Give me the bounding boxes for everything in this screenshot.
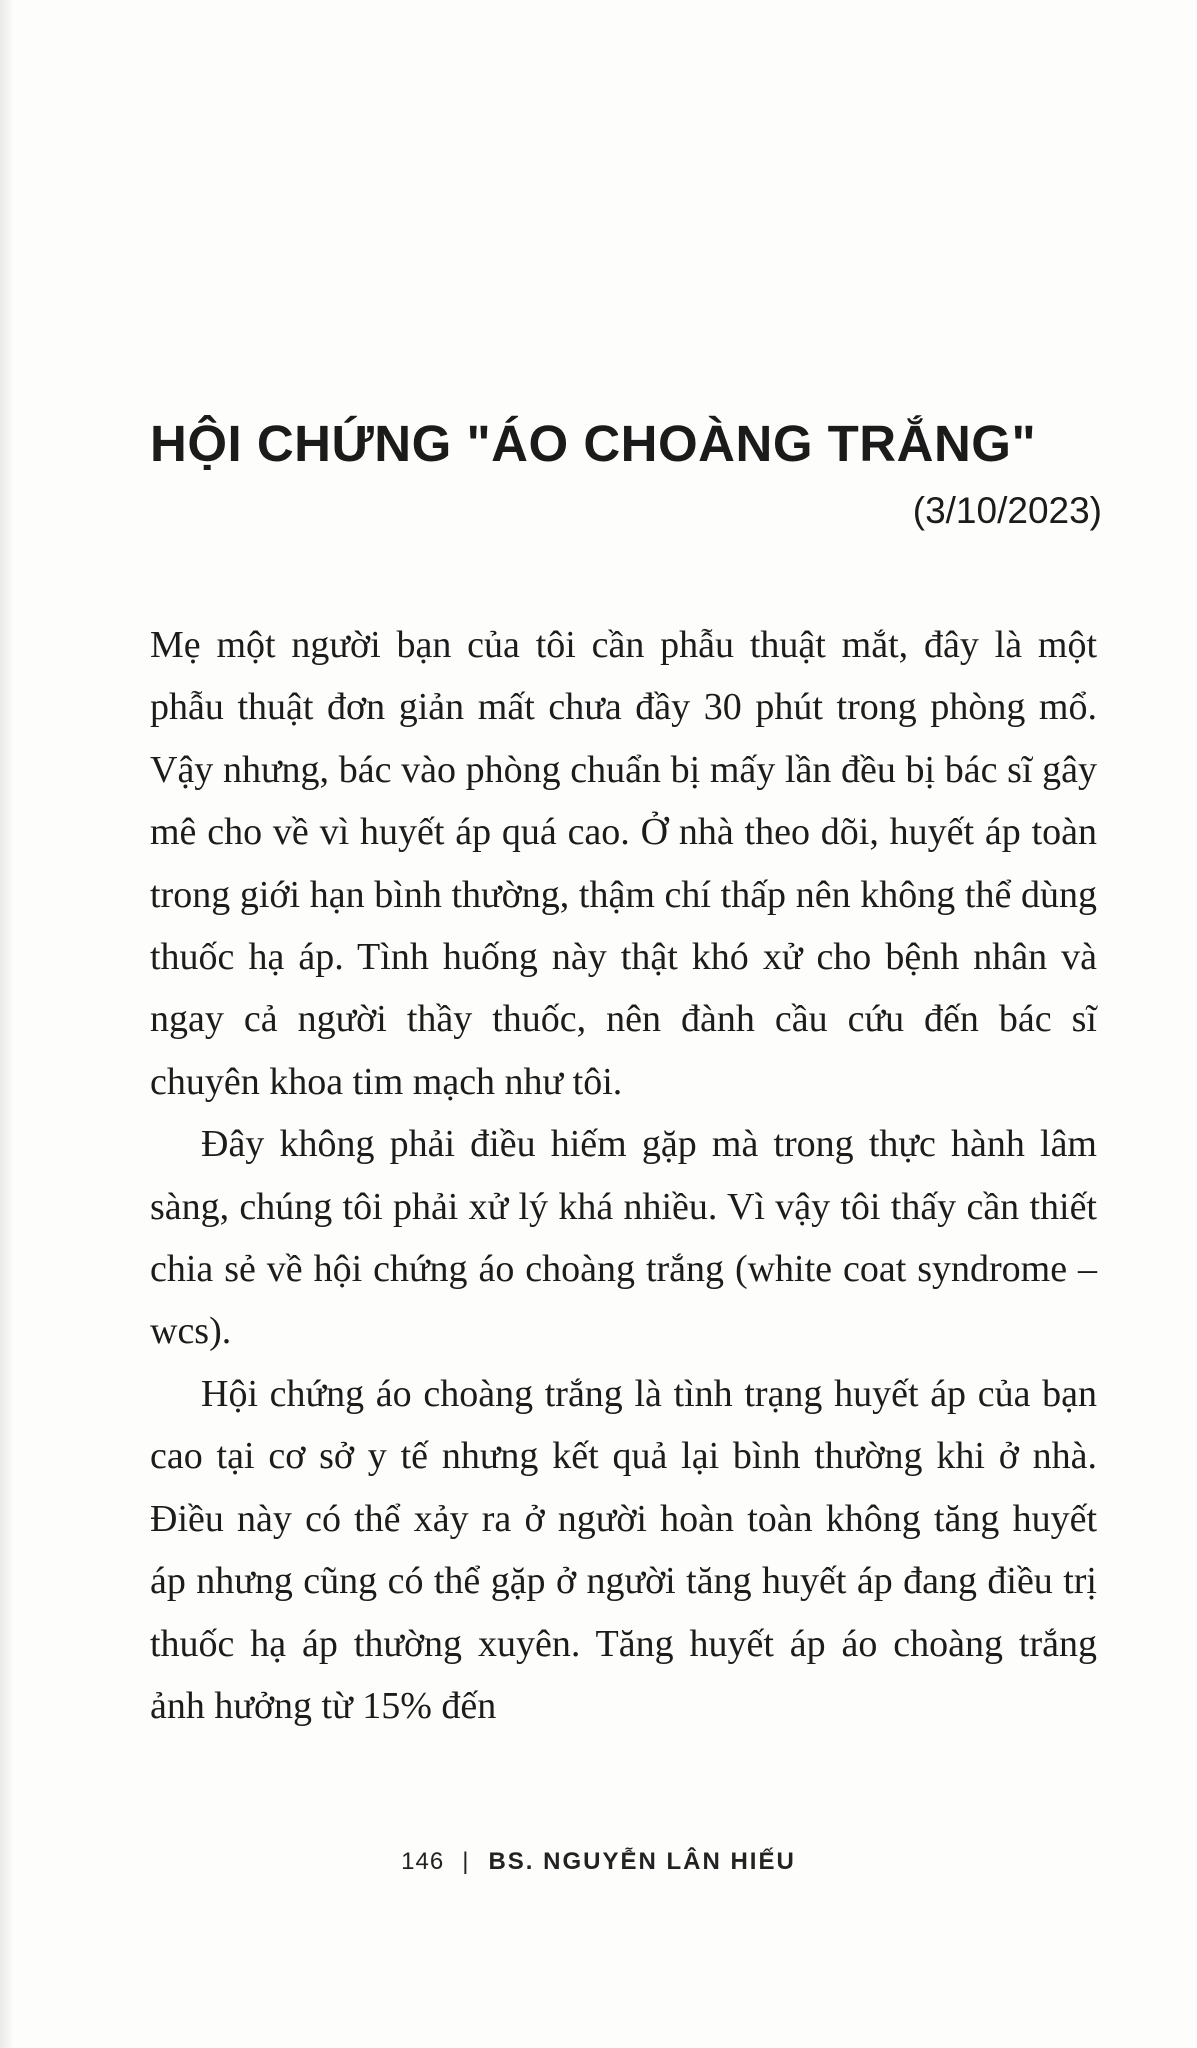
paragraph-1: Mẹ một người bạn của tôi cần phẫu thuật mắt, đây là một phẫu thuật đơn giản mất chưa đầy 30 phút trong phòng mổ. Vậy nhưng, bác vào phòng chuẩn bị mấy lần đều bị bác sĩ gây mê cho về vì huyết áp quá cao. Ở nhà theo dõi, huyết áp toàn trong giới hạn bình thường, thậm chí thấp nên không thể dùng thuốc hạ áp. Tình huống này thật khó xử cho bệnh nhân và ngay cả người thầy thuốc, nên đành cầu cứu đến bác sĩ chuyên khoa tim mạch như tôi. (150, 624, 1097, 1103)
footer-author: BS. NGUYỄN LÂN HIẾU (488, 1848, 796, 1875)
page-footer (0, 1850, 1197, 1874)
page-number: 146 (401, 1848, 445, 1875)
body-text (150, 614, 1097, 1737)
paragraph-3: Hội chứng áo choàng trắng là tình trạng huyết áp của bạn cao tại cơ sở y tế nhưng kết quả lại bình thường khi ở nhà. Điều này có thể xảy ra ở người hoàn toàn không tăng huyết áp nhưng cũng có thể gặp ở người tăng huyết áp đang điều trị thuốc hạ áp thường xuyên. Tăng huyết áp áo choàng trắng ảnh hưởng từ 15% đến (150, 1372, 1097, 1727)
chapter-date: (3/10/2023) (912, 490, 1102, 531)
footer-separator: | (462, 1848, 471, 1875)
page-gutter-shade (0, 0, 14, 2048)
chapter-title: HỘI CHỨNG "ÁO CHOÀNG TRẮNG" (150, 415, 1037, 472)
paragraph-2: Đây không phải điều hiếm gặp mà trong thực hành lâm sàng, chúng tôi phải xử lý khá nhiều. Vì vậy tôi thấy cần thiết chia sẻ về hội chứng áo choàng trắng (white coat syndrome – wcs). (150, 1123, 1097, 1353)
